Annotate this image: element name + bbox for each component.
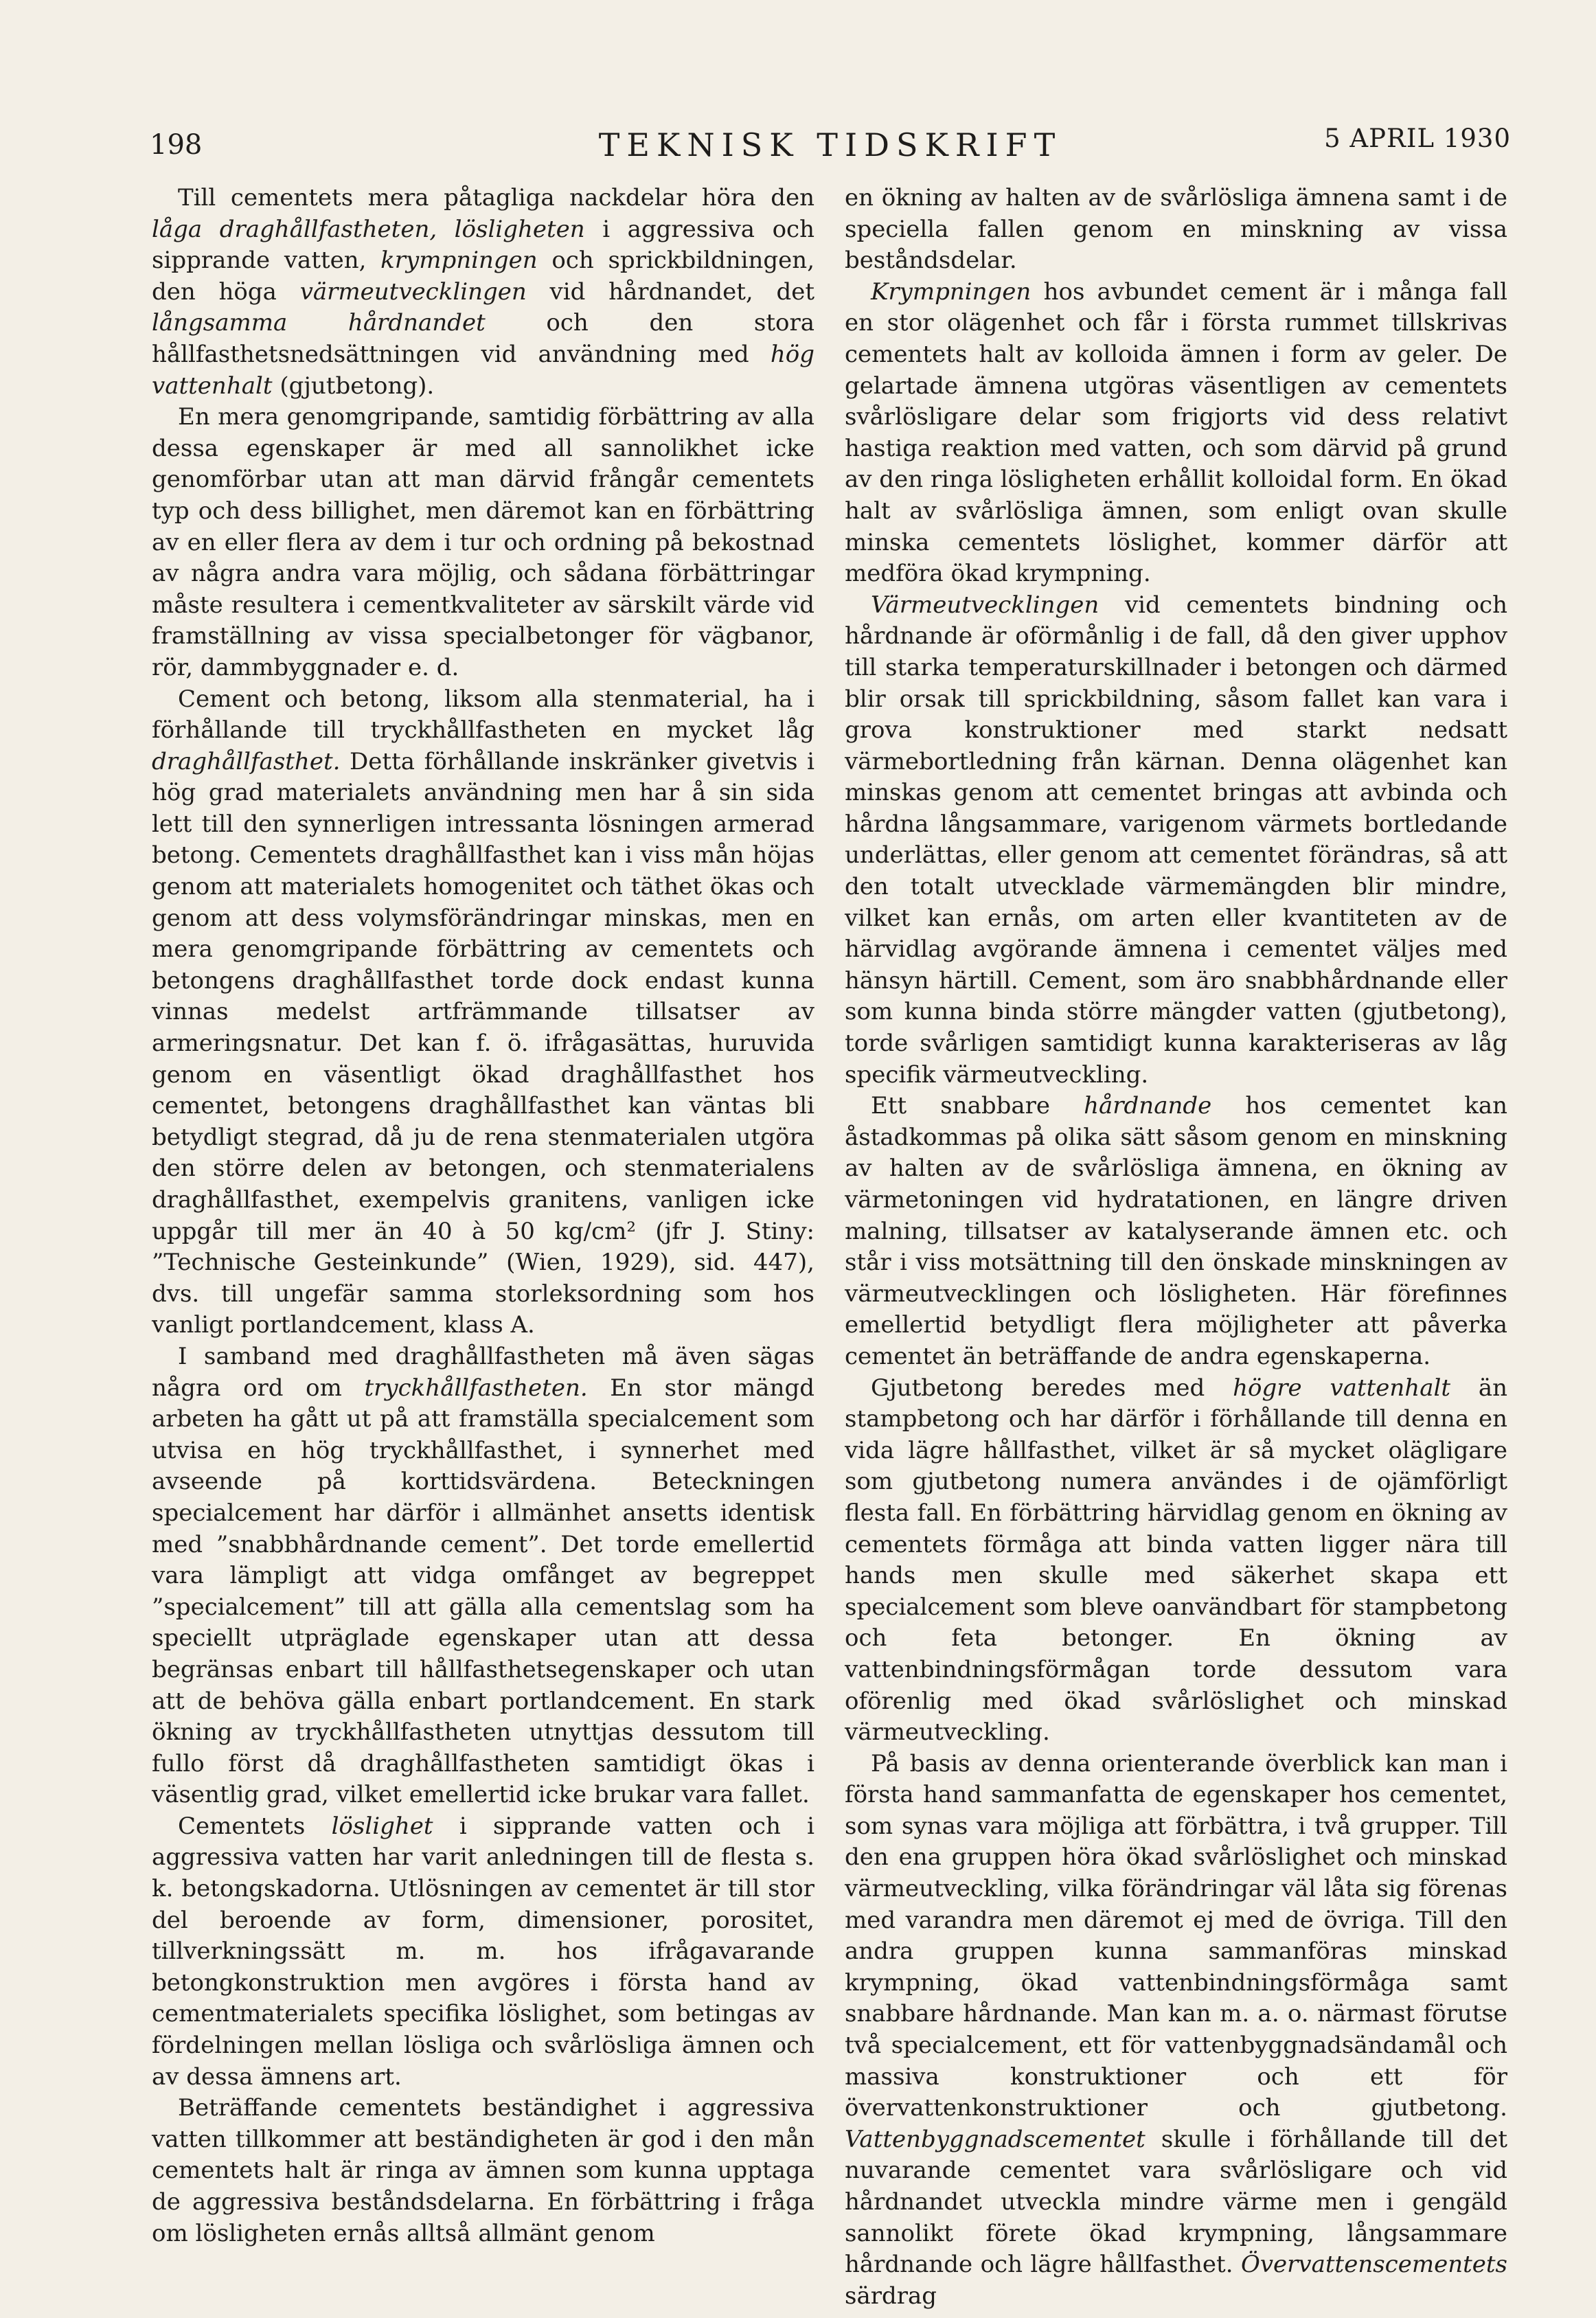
paragraph: Cement och betong, liksom alla stenmaterial, ha i förhållande till tryckhållfastheten en mycket låg draghållfasthet. Detta förhållande inskränker givetvis i hög grad materialets användning men har å sin sida lett till den synnerligen intressanta lösningen armerad betong. Cementets draghållfasthet kan i viss mån höjas genom att materialets homogenitet och täthet ökas och genom att dess volymsförändringar minskas, men en mera genomgripande förbättring av cementets och betongens draghållfasthet torde dock endast kunna vinnas medelst artfrämmande tillsatser av armeringsnatur. Det kan f. ö. ifrågasättas, huruvida genom en väsentligt ökad draghållfasthet hos cementet, betongens draghållfasthet kan väntas bli betydligt stegrad, då ju de rena stenmaterialen utgöra den större delen av betongen, och stenmaterialens draghållfasthet, exempelvis granitens, vanligen icke uppgår till mer än 40 à 50 kg/cm² (jfr J. Stiny: ”Technische Gesteinkunde” (Wien, 1929), sid. 447), dvs. till ungefär samma storleksordning som hos vanligt portlandcement, klass A. bbox=[152, 685, 814, 1339]
paragraph: Gjutbetong beredes med högre vattenhalt än stampbetong och har därför i förhållande till denna en vida lägre hållfasthet, vilket är så mycket olägligare som gjutbetong numera användes i de ojämförligt flesta fall. En förbättring härvidlag genom en ökning av cementets förmåga att binda vatten ligger nära till hands men skulle med säkerhet skapa ett specialcement som bleve oanvändbart för stampbetong och feta betonger. En ökning av vattenbindningsförmågan torde dessutom vara oförenlig med ökad svårlöslighet och minskad värmeutveckling. bbox=[845, 1374, 1507, 1747]
paragraph: Ett snabbare hårdnande hos cementet kan åstadkommas på olika sätt såsom genom en minskning av halten av de svårlösliga ämnena, en ökning av värmetoningen vid hydratationen, en längre driven malning, tillsatser av katalyserande ämnen etc. och står i viss motsättning till den önskade minskningen av värmeutvecklingen och lösligheten. Här förefinnes emellertid betydligt flera möjligheter att påverka cementet än beträffande de andra egenskaperna. bbox=[845, 1092, 1507, 1370]
paragraph: På basis av denna orienterande överblick kan man i första hand sammanfatta de egenskaper hos cementet, som synas vara möjliga att förbättra, i två grupper. Till den ena gruppen höra ökad svårlöslighet och minskad värmeutveckling, vilka förändringar väl låta sig förenas med varandra men däremot ej med de övriga. Till den andra gruppen kunna sammanföras minskad krympning, ökad vattenbindningsförmåga samt snabbare hårdnande. Man kan m. a. o. närmast förutse två specialcement, ett för vattenbyggnadsändamål och massiva konstruktioner och ett för övervattenkonstruktioner och gjutbetong. Vattenbyggnadscementet skulle i förhållande till det nuvarande cementet vara svårlösligare och vid hårdnandet utveckla mindre värme men i gengäld sannolikt förete ökad krympning, långsammare hårdnande och lägre hållfasthet. Övervattenscementets särdrag bbox=[845, 1749, 1507, 2310]
emphasized-term: värmeutvecklingen bbox=[299, 277, 527, 306]
emphasized-term: låga draghållfastheten, lösligheten bbox=[152, 215, 585, 243]
emphasized-term: draghållfasthet. bbox=[152, 747, 341, 775]
emphasized-term: tryckhållfastheten. bbox=[364, 1374, 588, 1402]
journal-title: TEKNISK TIDSKRIFT bbox=[598, 126, 1062, 163]
paragraph: Cementets löslighet i sipprande vatten och i aggressiva vatten har varit anledningen till de flesta s. k. betongskadorna. Utlösningen av cementet är till stor del beroende av form, dimensioner, porositet, tillverkningssätt m. m. hos ifrågavarande betongkonstruktion men avgöres i första hand av cementmaterialets specifika löslighet, som betingas av fördelningen mellan lösliga och svårlösliga ämnen och av dessa ämnens art. bbox=[152, 1812, 814, 2091]
paragraph: I samband med draghållfastheten må även sägas några ord om tryckhållfastheten. En stor mängd arbeten ha gått ut på att framställa specialcement som utvisa en hög tryckhållfasthet, i synnerhet med avseende på korttidsvärdena. Beteckningen specialcement har därför i allmänhet ansetts identisk med ”snabbhårdnande cement”. Det torde emellertid vara lämpligt att vidga omfånget av begreppet ”specialcement” till att gälla alla cementslag som ha speciellt utpräglade egenskaper utan att dessa begränsas enbart till hållfasthetsegenskaper och utan att de behöva gälla enbart portlandcement. En stark ökning av tryckhållfastheten utnyttjas dessutom till fullo först då draghållfastheten samtidigt ökas i väsentlig grad, vilket emellertid icke brukar vara fallet. bbox=[152, 1342, 814, 1809]
emphasized-term: hög vattenhalt bbox=[152, 340, 814, 400]
paragraph: Värmeutvecklingen vid cementets bindning och hårdnande är oförmånlig i de fall, då den giver upphov till starka temperaturskillnader i betongen och därmed blir orsak till sprickbildning, såsom fallet kan vara i grova konstruktioner med starkt nedsatt värmebortledning från kärnan. Denna olägenhet kan minskas genom att cementet bringas att avbinda och hårdna långsammare, varigenom värmets bortledande underlättas, eller genom att cementet förändras, så att den totalt utvecklade värmemängden blir mindre, vilket kan ernås, om arten eller kvantiteten av de härvidlag avgörande ämnena i cementet väljes med hänsyn härtill. Cement, som äro snabbhårdnande eller som kunna binda större mängder vatten (gjutbetong), torde svårligen samtidigt kunna karakteriseras av låg specifik värmeutveckling. bbox=[845, 591, 1507, 1089]
emphasized-term: krympningen bbox=[380, 247, 538, 275]
page-number: 198 bbox=[150, 129, 203, 161]
emphasized-term: löslighet bbox=[331, 1812, 433, 1840]
paragraph: En mera genomgripande, samtidig förbättring av alla dessa egenskaper är med all sannolikhet icke genomförbar utan att man därvid frångår cementets typ och dess billighet, men däremot kan en förbättring av en eller flera av dem i tur och ordning på bekostnad av några andra vara möjlig, och sådana förbättringar måste resultera i cementkvaliteter av särskilt värde vid framställning av vissa specialbetonger för vägbanor, rör, dammbyggnader e. d. bbox=[152, 403, 814, 681]
emphasized-term: Övervattenscementets bbox=[1240, 2251, 1507, 2279]
issue-date: 5 APRIL 1930 bbox=[1324, 124, 1511, 153]
paragraph: Till cementets mera påtagliga nackdelar höra den låga draghållfastheten, lösligheten i aggressiva och sipprande vatten, krympningen och sprickbildningen, den höga värmeutvecklingen vid hårdnandet, det långsamma hårdnandet och den stora hållfasthetsnedsättningen vid användning med hög vattenhalt (gjutbetong). bbox=[152, 184, 815, 400]
left-column bbox=[152, 183, 814, 2249]
emphasized-term: hårdnande bbox=[1084, 1092, 1212, 1120]
emphasized-term: högre vattenhalt bbox=[1233, 1374, 1450, 1402]
emphasized-term: Värmeutvecklingen bbox=[871, 591, 1099, 619]
page-header bbox=[150, 124, 1511, 172]
emphasized-term: Vattenbyggnadscementet bbox=[845, 2125, 1145, 2153]
paragraph: Krympningen hos avbundet cement är i många fall en stor olägenhet och får i första rummet tillskrivas cementets halt av kolloida ämnen i form av geler. De gelartade ämnena utgöras väsentligen av cementets svårlösligare delar som frigjorts vid dess relativt hastiga reaktion med vatten, och som därvid på grund av den ringa lösligheten erhållit kolloidal form. En ökad halt av svårlösliga ämnen, som enligt ovan skulle minska cementets löslighet, kommer därför att medföra ökad krympning. bbox=[845, 277, 1507, 588]
right-column bbox=[845, 183, 1507, 2312]
emphasized-term: Krympningen bbox=[871, 277, 1031, 306]
emphasized-term: långsamma hårdnandet bbox=[152, 309, 486, 337]
paragraph-continued: en ökning av halten av de svårlösliga ämnena samt i de speciella fallen genom en minskning av vissa beståndsdelar. bbox=[845, 184, 1507, 275]
paragraph: Beträffande cementets beständighet i aggressiva vatten tillkommer att beständigheten är god i den mån cementets halt är ringa av ämnen som kunna upptaga de aggressiva beståndsdelarna. En förbättring i fråga om lösligheten ernås alltså allmänt genom bbox=[152, 2094, 814, 2247]
